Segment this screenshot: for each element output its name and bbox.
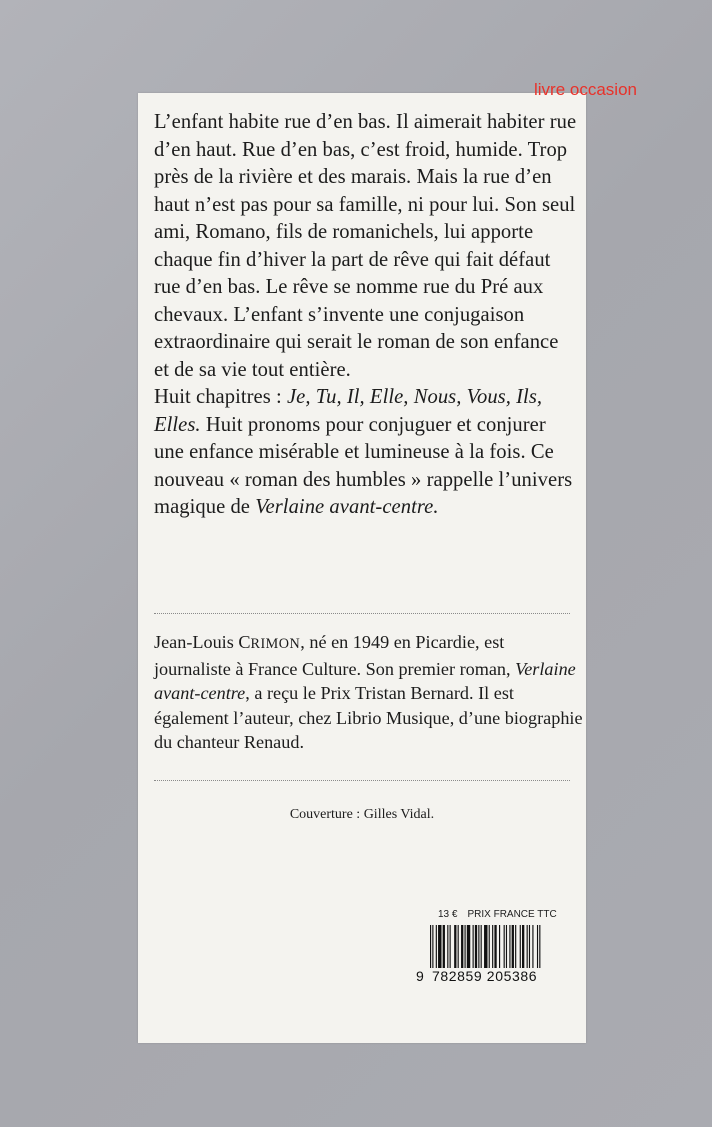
divider	[154, 780, 570, 781]
barcode-bar	[461, 925, 463, 971]
barcode-bar	[443, 925, 445, 971]
barcode-bar	[447, 925, 448, 971]
price-amount: 13 €	[438, 909, 458, 920]
synopsis	[154, 109, 578, 522]
barcode-bar	[509, 925, 510, 971]
price-label: PRIX FRANCE TTC	[467, 909, 557, 920]
barcode-bar	[504, 925, 505, 971]
barcode-bar	[506, 925, 507, 971]
chapters-list: Je, Tu, Il, Elle, Nous, Vous, Ils, Elles.	[154, 386, 543, 436]
barcode-bar	[529, 925, 530, 971]
barcode-bar	[481, 925, 482, 971]
barcode-bar	[467, 925, 470, 971]
barcode-bar	[450, 925, 451, 971]
isbn-first-digit: 9	[416, 968, 424, 984]
author-bio	[154, 630, 584, 755]
synopsis-paragraph-1: L’enfant habite rue d’en bas. Il aimerait habiter rue d’en haut. Rue d’en bas, c’est froid, humide. Trop près de la rivière et des marais. Mais la rue d’en haut n’est pas pour sa famille, ni pour lui. Son seul ami, Romano, fils de romanichels, lui apporte chaque fin d’hiver la part de rêve qui fait défaut rue d’en bas. Le rêve se nomme rue du Pré aux chevaux. L’enfant s’invente une conjugaison extraordinaire qui serait le roman de son enfance et de sa vie tout entière.	[154, 111, 577, 381]
author-first-name: Jean-Louis C	[154, 632, 251, 652]
watermark: livre occasion	[534, 80, 637, 99]
barcode-bar	[527, 925, 528, 971]
barcode-bar	[494, 925, 496, 971]
barcode-bar	[438, 925, 441, 971]
barcode-bar	[499, 925, 500, 971]
author-bio-text: , né en 1949 en Picardie, est journaliste à France Culture. Son premier roman,	[154, 632, 516, 679]
price-line	[438, 909, 557, 920]
barcode-bar	[522, 925, 524, 971]
barcode-bar	[475, 925, 477, 971]
cover-credit: Couverture : Gilles Vidal.	[289, 807, 435, 822]
barcode-bar	[492, 925, 493, 971]
barcode-bar	[458, 925, 459, 971]
author-surname: RIMON	[250, 636, 301, 652]
barcode-bar	[478, 925, 479, 971]
barcode	[416, 925, 582, 985]
isbn-digits: 782859 205386	[430, 968, 582, 984]
divider	[154, 613, 570, 614]
barcode-bar	[520, 925, 521, 971]
barcode-bar	[515, 925, 516, 971]
synopsis-body: Huit pronoms pour conjuguer et conjurer une enfance misérable et lumineuse à la fois. Ce nouveau « roman des humbles » rappelle l’univers magique de	[154, 413, 573, 518]
first-novel-title: Verlaine avant-centre	[154, 658, 576, 703]
chapters-lead: Huit chapitres :	[154, 386, 287, 408]
barcode-bar	[473, 925, 474, 971]
barcode-bar	[532, 925, 533, 971]
barcode-bar	[465, 925, 466, 971]
barcode-bar	[454, 925, 456, 971]
barcode-bar	[436, 925, 437, 971]
back-cover-panel	[138, 93, 586, 1043]
barcode-bar	[512, 925, 514, 971]
author-bio-text-end: , a reçu le Prix Tristan Bernard. Il est également l’auteur, chez Librio Musique, d’une biographie du chanteur Renaud.	[154, 683, 583, 752]
synopsis-paragraph-2	[154, 384, 578, 522]
previous-novel-title: Verlaine avant-centre.	[255, 496, 439, 518]
